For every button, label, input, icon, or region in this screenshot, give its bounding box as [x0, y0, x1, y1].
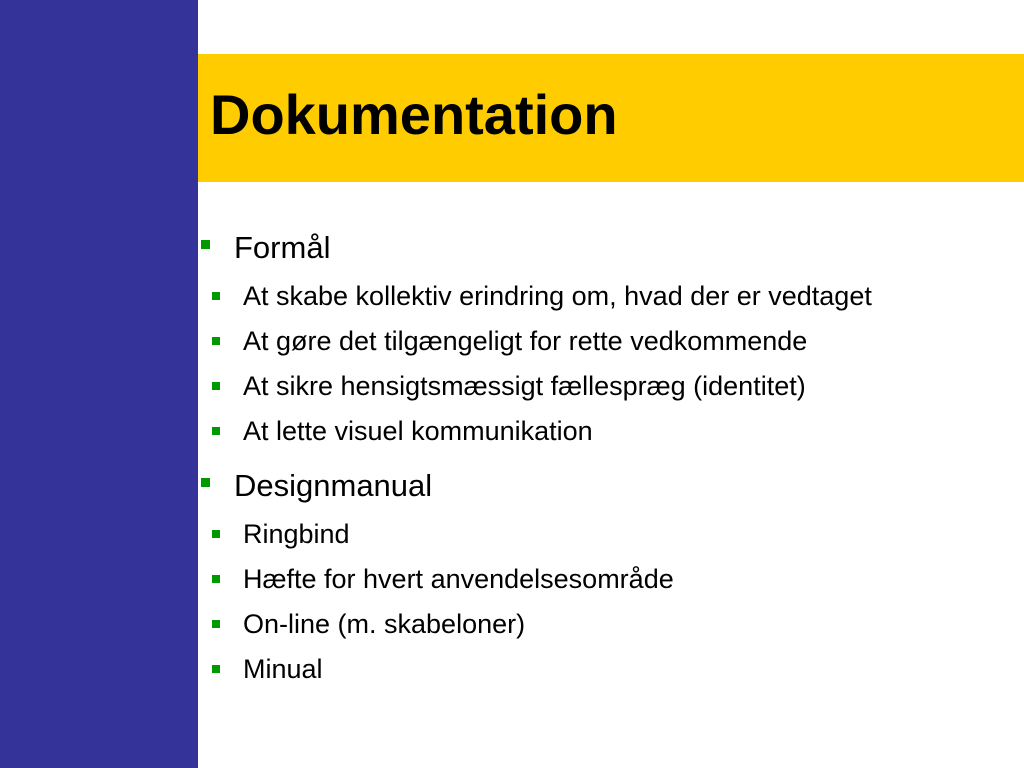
list-item — [198, 647, 1018, 692]
slide-title: Dokumentation — [210, 83, 618, 146]
list-item-label: At sikre hensigtsmæssigt fællespræg (identitet) — [243, 371, 806, 401]
side-bar — [0, 0, 198, 768]
square-bullet-icon — [212, 382, 220, 390]
section-designmanual-items — [198, 512, 1018, 692]
list-item-label: At lette visuel kommunikation — [243, 416, 593, 446]
list-item — [198, 274, 1018, 319]
section-label: Formål — [234, 230, 331, 265]
square-bullet-icon — [212, 530, 220, 538]
list-item-label: Minual — [243, 654, 323, 684]
bullet-list — [198, 222, 1018, 698]
square-bullet-icon — [212, 427, 220, 435]
list-item — [198, 512, 1018, 557]
square-bullet-icon — [201, 478, 210, 487]
square-bullet-icon — [201, 240, 210, 249]
list-item-label: At gøre det tilgængeligt for rette vedkommende — [243, 326, 808, 356]
list-item-label: Ringbind — [243, 519, 350, 549]
section-designmanual — [198, 460, 1018, 512]
list-item — [198, 409, 1018, 454]
list-item-label: At skabe kollektiv erindring om, hvad der er vedtaget — [243, 281, 872, 311]
sub-bullet-list — [198, 512, 1018, 692]
square-bullet-icon — [212, 620, 220, 628]
section-formal — [198, 222, 1018, 274]
list-item — [198, 364, 1018, 409]
section-label: Designmanual — [234, 468, 433, 503]
list-item — [198, 602, 1018, 647]
sub-bullet-list — [198, 274, 1018, 454]
section-formal-items — [198, 274, 1018, 454]
list-item-label: On-line (m. skabeloner) — [243, 609, 526, 639]
list-item-label: Hæfte for hvert anvendelsesområde — [243, 564, 674, 594]
square-bullet-icon — [212, 292, 220, 300]
square-bullet-icon — [212, 337, 220, 345]
list-item — [198, 557, 1018, 602]
square-bullet-icon — [212, 665, 220, 673]
list-item — [198, 319, 1018, 364]
square-bullet-icon — [212, 575, 220, 583]
